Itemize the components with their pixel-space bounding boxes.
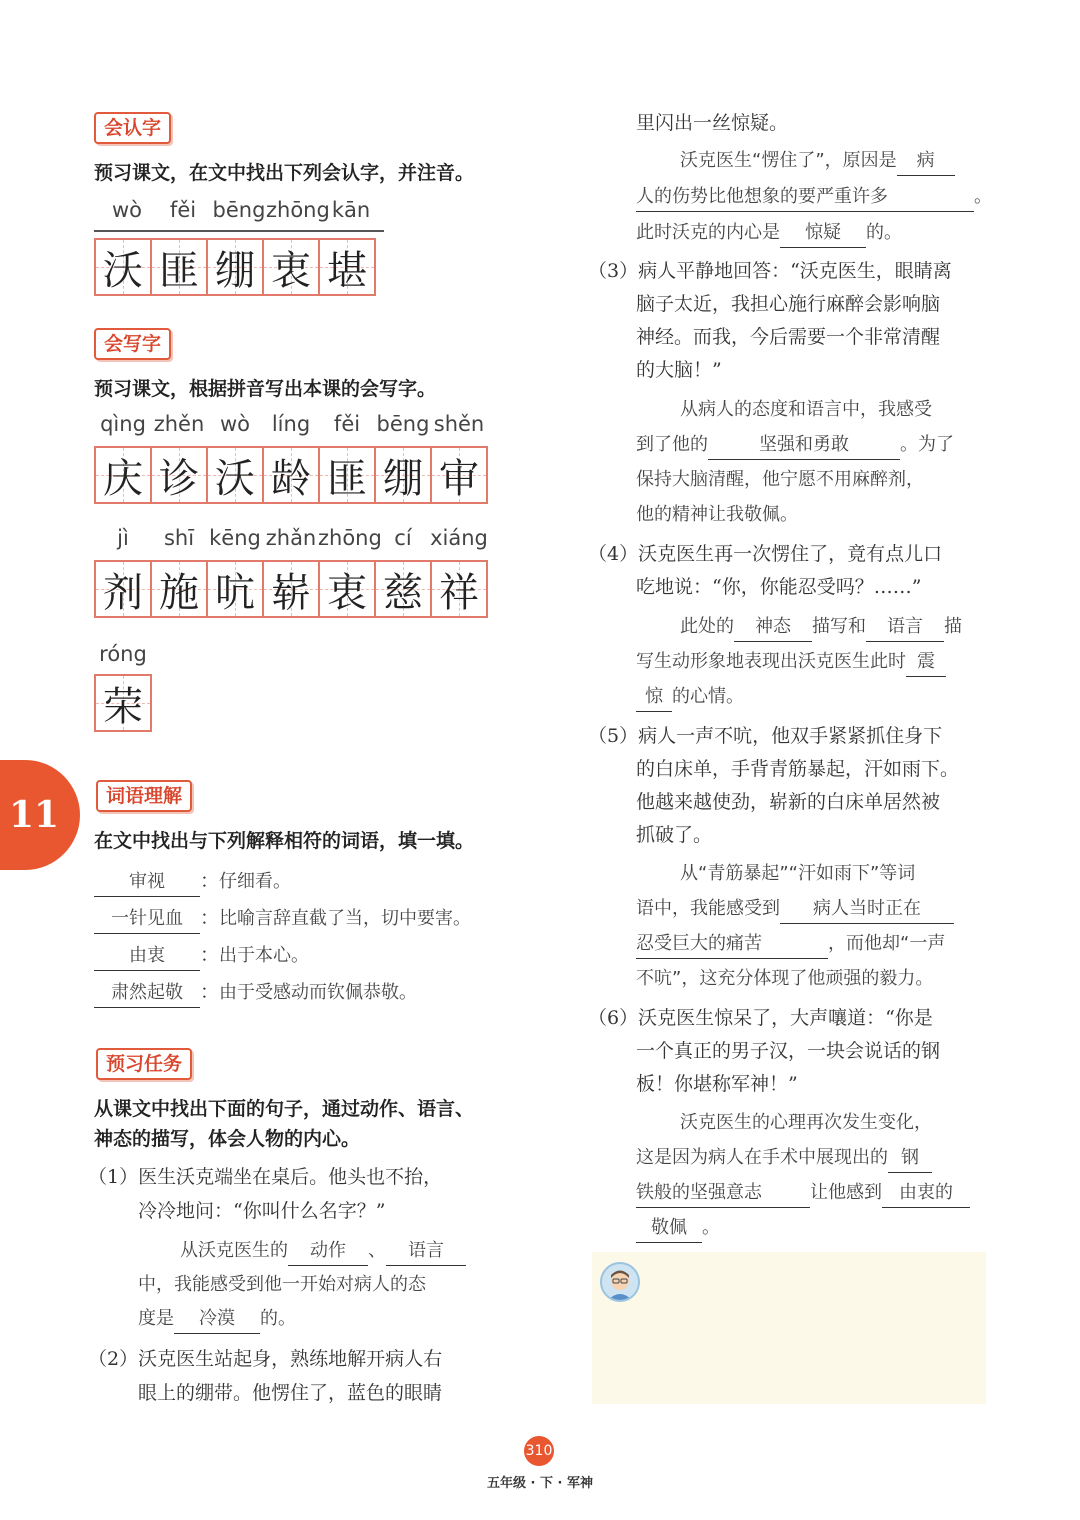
answer-text: 忍受巨大的痛苦 ，而他却“一声 — [636, 927, 945, 961]
char-cell: 匪 — [152, 240, 208, 294]
pinyin: fěi — [333, 412, 361, 436]
answer-text: 中，我能感受到他一开始对病人的态 — [138, 1274, 426, 1295]
answer-text: 写生动形象地表现出沃克医生此时 震 — [636, 645, 946, 679]
char-cell: 诊 — [152, 448, 208, 502]
vocab-item: 一针见血 ：比喻言辞直截了当，切中要害。 — [94, 901, 471, 936]
answer-text: 铁般的坚强意志 让他感到 由衷的 — [636, 1176, 970, 1210]
pinyin: kān — [331, 198, 371, 222]
pinyin: xiáng — [430, 526, 488, 550]
write-char-grid-2 — [94, 560, 488, 618]
pinyin: líng — [271, 412, 311, 436]
answer-text: 他的精神让我敬佩。 — [636, 504, 798, 525]
fill-blank: 敬佩 — [636, 1214, 702, 1243]
char-cell: 沃 — [208, 448, 264, 502]
recognize-char-grid — [94, 238, 376, 296]
answer-text: 人的伤势比他想象的要严重许多 。 — [636, 180, 992, 214]
section-tag-write: 会写字 — [94, 328, 171, 360]
question-text: 他越来越使劲，崭新的白床单居然被 — [636, 791, 941, 813]
answer-text: 不吭”，这充分体现了他顽强的毅力。 — [636, 968, 934, 989]
char-cell: 衷 — [320, 562, 376, 616]
char-cell: 慈 — [376, 562, 432, 616]
char-cell: 沃 — [96, 240, 152, 294]
question-5: （5）病人一声不吭，他双手紧紧抓住身下 — [588, 725, 943, 747]
char-cell: 吭 — [208, 562, 264, 616]
pinyin: jì — [117, 526, 129, 550]
fill-blank: 钢 — [888, 1144, 932, 1173]
pinyin: wò — [111, 198, 143, 222]
answer-2: 沃克医生“愣住了”，原因是 病 — [680, 144, 955, 178]
fill-blank: 忍受巨大的痛苦 — [636, 930, 828, 959]
question-text: 板！你堪称军神！” — [636, 1073, 798, 1095]
pinyin: bēng — [376, 412, 430, 436]
fill-blank: 语言 — [866, 613, 944, 642]
fill-blank: 坚强和勇敢 — [708, 431, 900, 460]
answer-text: 到了他的 坚强和勇敢 。为了 — [636, 428, 954, 462]
teacher-avatar-icon — [600, 1262, 640, 1302]
page-number: 310 — [524, 1436, 554, 1466]
pinyin-underline — [94, 230, 384, 232]
fill-blank: 动作 — [288, 1237, 368, 1266]
fill-blank: 病人当时正在 — [780, 895, 954, 924]
pinyin: bēng — [212, 198, 266, 222]
write-instruction: 预习课文，根据拼音写出本课的会写字。 — [94, 378, 437, 400]
question-4: （4）沃克医生再一次愣住了，竟有点儿口 — [588, 543, 943, 565]
char-cell: 施 — [152, 562, 208, 616]
pinyin: qìng — [100, 412, 146, 436]
fill-blank: 语言 — [386, 1237, 466, 1266]
fill-blank: 神态 — [734, 613, 812, 642]
task-instruction: 从课文中找出下面的句子，通过动作、语言、 — [94, 1098, 475, 1120]
question-1: （1）医生沃克端坐在桌后。他头也不抬， — [88, 1166, 443, 1188]
write-char-grid-3 — [94, 674, 152, 732]
question-text: 冷冷地问：“你叫什么名字？” — [138, 1200, 386, 1222]
pinyin: róng — [99, 642, 147, 666]
pinyin: shěn — [433, 412, 485, 436]
fill-blank: 由衷 — [94, 942, 200, 971]
char-cell: 荣 — [96, 676, 150, 730]
task-instruction: 神态的描写，体会人物的内心。 — [94, 1128, 361, 1150]
answer-text: 此时沃克的内心是 惊疑 的。 — [636, 216, 902, 250]
pinyin: zhōng — [266, 198, 330, 222]
question-6: （6）沃克医生惊呆了，大声嚷道：“你是 — [588, 1007, 933, 1029]
question-text: 脑子太近，我担心施行麻醉会影响脑 — [636, 293, 941, 315]
recognize-instruction: 预习课文，在文中找出下列会认字，并注音。 — [94, 162, 475, 184]
fill-blank: 肃然起敬 — [94, 979, 200, 1008]
fill-blank: 震 — [906, 648, 946, 677]
char-cell: 庆 — [96, 448, 152, 502]
section-tag-recognize: 会认字 — [94, 112, 171, 144]
notes-box — [592, 1252, 986, 1404]
vocab-item: 审视 ：仔细看。 — [94, 864, 291, 899]
char-cell: 祥 — [432, 562, 486, 616]
question-text: 里闪出一丝惊疑。 — [636, 112, 789, 134]
answer-4: 此处的 神态 描写和 语言 描 — [680, 610, 962, 644]
answer-text: 语中，我能感受到 病人当时正在 — [636, 892, 954, 926]
question-3: （3）病人平静地回答：“沃克医生，眼睛离 — [588, 260, 952, 282]
question-text: 抓破了。 — [636, 824, 713, 846]
pinyin: zhōng — [318, 526, 382, 550]
answer-5: 从“青筋暴起”“汗如雨下”等词 — [680, 863, 916, 884]
answer-text: 保持大脑清醒，他宁愿不用麻醉剂， — [636, 469, 924, 490]
answer-1: 从沃克医生的 动作 、 语言 — [180, 1234, 466, 1268]
write-char-grid-1 — [94, 446, 488, 504]
answer-text: 敬佩 。 — [636, 1211, 720, 1245]
footer-title: 五年级 · 下 · 军神 — [487, 1476, 593, 1491]
char-cell: 绷 — [376, 448, 432, 502]
pinyin: wò — [219, 412, 251, 436]
fill-blank: 审视 — [94, 868, 200, 897]
pinyin: cí — [394, 526, 412, 550]
question-text: 神经。而我，今后需要一个非常清醒 — [636, 326, 941, 348]
chapter-number-badge: 11 — [0, 760, 80, 870]
fill-blank: 一针见血 — [94, 905, 200, 934]
fill-blank: 病 — [897, 147, 955, 176]
pinyin: zhěn — [153, 412, 205, 436]
pinyin: fěi — [169, 198, 197, 222]
char-cell: 堪 — [320, 240, 374, 294]
fill-blank: 冷漠 — [174, 1305, 260, 1334]
answer-text: 惊 的心情。 — [636, 680, 744, 714]
question-text: 的大脑！” — [636, 359, 722, 381]
answer-text: 度是 冷漠 的。 — [138, 1302, 296, 1336]
answer-3: 从病人的态度和语言中，我感受 — [680, 399, 932, 420]
pinyin: zhǎn — [265, 526, 317, 550]
question-text: 眼上的绷带。他愣住了，蓝色的眼睛 — [138, 1382, 443, 1404]
pinyin: kēng — [209, 526, 261, 550]
question-2: （2）沃克医生站起身，熟练地解开病人右 — [88, 1348, 443, 1370]
char-cell: 审 — [432, 448, 486, 502]
char-cell: 崭 — [264, 562, 320, 616]
vocab-item: 由衷 ：出于本心。 — [94, 938, 309, 973]
vocab-item: 肃然起敬 ：由于受感动而钦佩恭敬。 — [94, 975, 417, 1010]
char-cell: 龄 — [264, 448, 320, 502]
question-text: 的白床单，手背青筋暴起，汗如雨下。 — [636, 758, 960, 780]
section-tag-vocab: 词语理解 — [96, 780, 192, 812]
fill-blank: 铁般的坚强意志 — [636, 1179, 810, 1208]
char-cell: 匪 — [320, 448, 376, 502]
vocab-instruction: 在文中找出与下列解释相符的词语，填一填。 — [94, 830, 475, 852]
question-text: 一个真正的男子汉，一块会说话的钢 — [636, 1040, 941, 1062]
fill-blank: 惊 — [636, 683, 672, 712]
fill-blank: 人的伤势比他想象的要严重许多 — [636, 183, 974, 212]
answer-text: 这是因为病人在手术中展现出的 钢 — [636, 1141, 932, 1175]
pinyin: shī — [163, 526, 195, 550]
fill-blank: 由衷的 — [882, 1179, 970, 1208]
char-cell: 绷 — [208, 240, 264, 294]
fill-blank: 惊疑 — [780, 219, 866, 248]
answer-6: 沃克医生的心理再次发生变化， — [680, 1112, 932, 1133]
char-cell: 衷 — [264, 240, 320, 294]
char-cell: 剂 — [96, 562, 152, 616]
question-text: 吃地说：“你，你能忍受吗？……” — [636, 576, 922, 598]
section-tag-task: 预习任务 — [96, 1048, 192, 1080]
